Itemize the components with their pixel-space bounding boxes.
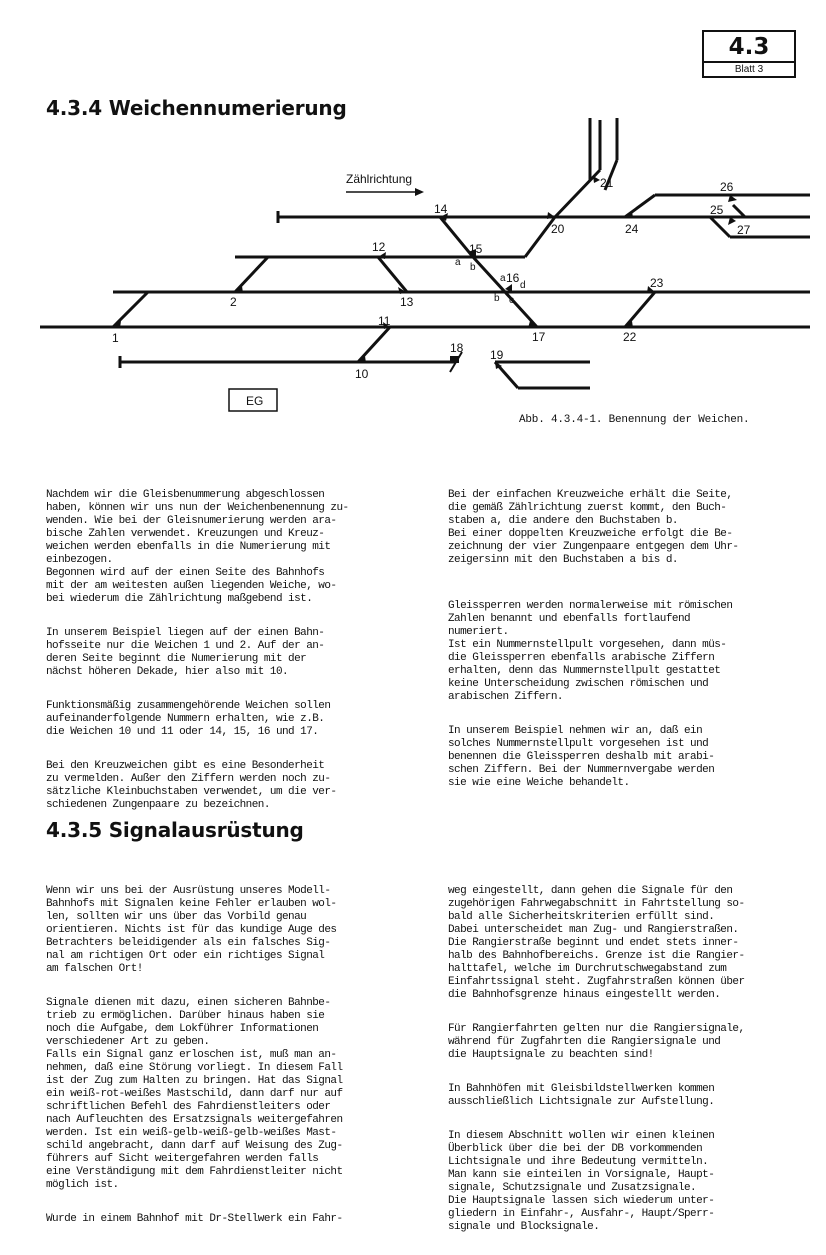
switch-25 — [733, 205, 745, 217]
paragraph: In unserem Beispiel liegen auf der einen Bahn- hofsseite nur die Weichen 1 und 2. Auf der an- deren Seite beginnt die Numerierung mit der nächst höheren Dekade, hier also mit 10. — [46, 627, 325, 678]
paragraph: Funktionsmäßig zusammengehörende Weichen sollen aufeinanderfolgende Nummern erhalten, wie z.B. die Weichen 10 und 11 oder 14, 15, 16 und 17. — [46, 700, 331, 738]
switch-label-19: 19 — [490, 348, 504, 362]
paragraph: Für Rangierfahrten gelten nur die Rangiersignale, während für Zugfahrten die Rangiersignale und die Hauptsignale zu beachten sind! — [448, 1023, 745, 1061]
switch-22-23 — [625, 292, 655, 327]
direction-label: Zählrichtung — [346, 172, 413, 186]
paragraph: Signale dienen mit dazu, einen sicheren Bahnbe- trieb zu ermöglichen. Darüber hinaus haben sie noch die Aufgabe, dem Lokführer Informationen verschiedener Art zu geben. Falls ein Signal ganz erloschen ist, muß man an- nehmen, daß eine Störung vorliegt. In diesem Fall ist der Zug zum Halten zu bringen. Hat das Signal ein weiß-rot-weißes Mastschild, dann darf nur auf schriftlichen Befehl des Fahrdienstleiters oder nach Aufleuchten des Ersatzsignals weitergefahren werden. Ist ein weiß-gelb-weiß-gelb-weißes Mast- schild angebracht, dann darf auf Weisung des Zug- führers auf Sicht weitergefahren werden falls eine Verständigung mit dem Fahrdienstleiter nicht möglich ist. — [46, 997, 343, 1191]
switch-label-20: 20 — [551, 222, 565, 236]
section-1-right-column — [448, 476, 818, 811]
paragraph: In diesem Abschnitt wollen wir einen kleinen Überblick über die bei der DB vorkommenden Lichtsignale und ihre Bedeutung vermitteln. Man kann sie einteilen in Vorsignale, Haupt- signale, Schutzsignale und Zusatzsignale. Die Hauptsignale lassen sich wiederum unter- gliedern in Einfahr-, Ausfahr-, Haupt/Sperr- signale und Blocksignale. — [448, 1130, 715, 1233]
paragraph: In Bahnhöfen mit Gleisbildstellwerken kommen ausschließlich Lichtsignale zur Aufstellung. — [448, 1083, 715, 1108]
switch-label-11: 11 — [378, 314, 391, 328]
switch-label-10: 10 — [355, 367, 369, 381]
switch-label-12: 12 — [372, 240, 386, 254]
switch-label-23: 23 — [650, 276, 664, 290]
switch-label-1: 1 — [112, 331, 119, 345]
switch-label-13: 13 — [400, 295, 414, 309]
paragraph: Bei den Kreuzweichen gibt es eine Besonderheit zu vermelden. Außer den Ziffern werden noch zu- sätzliche Kleinbuchstaben verwendet, um die ver- schiedenen Zungenpaare zu bezeichnen. — [46, 760, 337, 811]
tongue-label-15a: a — [455, 257, 461, 268]
tongue-label-16d: d — [520, 280, 526, 291]
switch-label-27: 27 — [737, 223, 751, 237]
switch-label-14: 14 — [434, 202, 448, 216]
paragraph: weg eingestellt, dann gehen die Signale für den zugehörigen Fahrwegabschnitt in Fahrtstellung so- bald alle Sicherheitskriterien erfüllt sind. Dabei unterscheidet man Zug- und Rangierstraßen. Die Rangierstraße beginnt und endet stets inner- halb des Bahnhofbereichs. Grenze ist die Rangier- halttafel, welche im Durchrutschwegabstand zum Einfahrtssignal steht. Zugfahrstraßen können über die Bahnhofsgrenze hinaus eingestellt werden. — [448, 885, 745, 1001]
switch-10-11 — [358, 327, 390, 362]
tongue-label-16b: b — [494, 293, 500, 304]
section-1-left-column — [46, 476, 426, 833]
switch-label-24: 24 — [625, 222, 639, 236]
switch-label-25: 25 — [710, 203, 724, 217]
paragraph: Wenn wir uns bei der Ausrüstung unseres Modell- Bahnhofs mit Signalen keine Fehler erlauben wol- len, sollten wir uns über das Vorbild genau orientieren. Nichts ist für das kundige Auge des Betrachters beleidigender als ein falsches Sig- nal am richtigen Ort oder ein richtiges Signal am falschen Ort! — [46, 885, 337, 975]
switch-label-21: 21 — [600, 176, 614, 190]
switch-12-13 — [378, 257, 407, 292]
switch-label-22: 22 — [623, 330, 637, 344]
switch-1 — [113, 292, 148, 327]
section-heading-weichennumerierung: 4.3.4 Weichennumerierung — [46, 96, 347, 120]
switch-label-26: 26 — [720, 180, 734, 194]
tongue-label-15b: b — [470, 262, 476, 273]
chapter-number: 4.3 — [728, 34, 770, 60]
switch-label-15: 15 — [469, 242, 483, 256]
section-2-right-column — [448, 872, 818, 1255]
switch-label-17: 17 — [532, 330, 546, 344]
switch-label-2: 2 — [230, 295, 237, 309]
sheet-label: Blatt 3 — [704, 61, 794, 76]
track-diagram — [0, 0, 826, 440]
switch-2 — [235, 257, 268, 292]
switch-label-18: 18 — [450, 341, 464, 355]
section-heading-signalausruestung: 4.3.5 Signalausrüstung — [46, 818, 304, 842]
section-2-left-column — [46, 872, 426, 1247]
paragraph: Wurde in einem Bahnhof mit Dr-Stellwerk ein Fahr- — [46, 1213, 343, 1225]
switch-27 — [710, 217, 730, 237]
paragraph: Gleissperren werden normalerweise mit römischen Zahlen benannt und ebenfalls fortlaufend numeriert. Ist ein Nummernstellpult vorgesehen, dann müs- die Gleissperren ebenfalls arabische Ziffern erhalten, denn das Nummernstellpult gestattet keine Unterscheidung zwischen römischen und arabischen Ziffern. — [448, 600, 733, 703]
paragraph: Nachdem wir die Gleisbenummerung abgeschlossen haben, können wir uns nun der Weichenbenennung zu- wenden. Wie bei der Gleisnumerierung werden ara- bische Zahlen verwendet. Kreuzungen und Kreuz- weichen werden ebenfalls in die Numerierung mit einbezogen. Begonnen wird auf der einen Seite des Bahnhofs mit der am weitesten außen liegenden Weiche, wo- bei wiederum die Zählrichtung maßgebend ist. — [46, 489, 349, 605]
switch-label-16: 16 — [506, 271, 520, 285]
tongue-label-16c: c — [509, 295, 514, 306]
paragraph: In unserem Beispiel nehmen wir an, daß ein solches Nummernstellpult vorgesehen ist und benennen die Gleissperren deshalb mit arabi- schen Ziffern. Bei der Nummernvergabe werden sie wie eine Weiche behandelt. — [448, 725, 715, 789]
tongue-label-16a: a — [500, 273, 506, 284]
station-label: EG — [246, 394, 264, 408]
figure-caption: Abb. 4.3.4-1. Benennung der Weichen. — [519, 414, 750, 426]
paragraph: Bei der einfachen Kreuzweiche erhält die Seite, die gemäß Zählrichtung zuerst kommt, den Buch- staben a, die andere den Buchstaben b. Bei einer doppelten Kreuzweiche erfolgt die Be- zeichnung der vier Zungenpaare entgegen dem Uhr- zeigersinn mit den Buchstaben a bis d. — [448, 489, 739, 566]
